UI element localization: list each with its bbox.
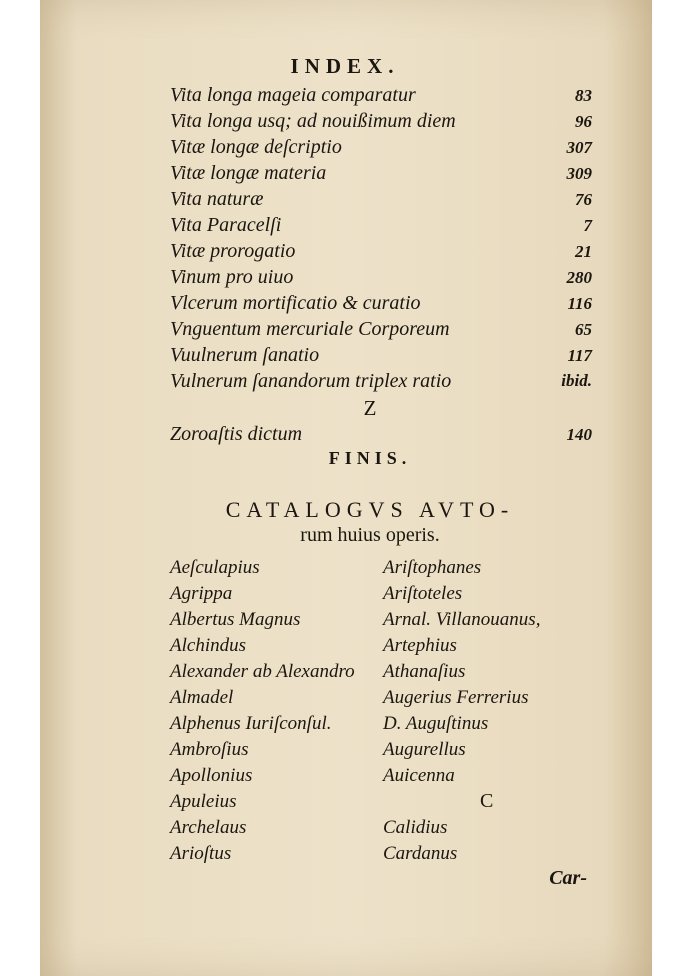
index-entry: Zoroaſtis dictum [170, 423, 303, 445]
index-page-number: 76 [575, 190, 592, 209]
page-header: INDEX. [290, 54, 400, 78]
author-name: Ariſtoteles [383, 583, 463, 604]
section-letter: Z [363, 396, 377, 420]
index-entry: Vuulnerum ſanatio [170, 344, 320, 366]
index-page-number: 21 [575, 242, 592, 261]
index-entry: Vitæ longæ materia [170, 162, 327, 184]
index-entry: Vinum pro uiuo [170, 266, 294, 288]
author-name: Ariſtophanes [383, 557, 482, 578]
index-entry: Vita longa mageia comparatur [170, 84, 416, 106]
author-name: Ambroſius [170, 739, 249, 760]
author-name: Augurellus [383, 739, 466, 760]
author-name: Cardanus [383, 843, 458, 864]
index-page-number: 116 [567, 294, 592, 313]
index-entry: Vitæ prorogatio [170, 240, 296, 262]
index-entry: Vita naturæ [170, 188, 264, 210]
index-page-number: 280 [566, 268, 592, 287]
index-page-number: 307 [566, 138, 592, 157]
author-name: Alphenus Iuriſconſul. [170, 713, 332, 734]
catalog-title: CATALOGVS AVTO- [225, 497, 515, 522]
index-entry: Vnguentum mercuriale Corporeum [170, 318, 450, 340]
finis-heading: FINIS. [328, 448, 412, 468]
author-name: Alchindus [170, 635, 246, 656]
index-page-number: 117 [567, 346, 592, 365]
index-entry: Vitæ longæ deſcriptio [170, 136, 342, 158]
author-name: Artephius [383, 635, 457, 656]
author-name: Auicenna [383, 765, 455, 786]
author-name: Almadel [170, 687, 234, 708]
index-page-number: 96 [575, 112, 592, 131]
index-page-number: 309 [566, 164, 592, 183]
author-name: Alexander ab Alexandro [170, 661, 355, 682]
author-name: Aeſculapius [170, 557, 260, 578]
author-name: Calidius [383, 817, 448, 838]
index-entry: Vulnerum ſanandorum triplex ratio [170, 370, 452, 392]
author-name: Archelaus [170, 817, 247, 838]
index-page-number: 83 [575, 86, 592, 105]
catchword: Car- [549, 867, 587, 889]
catalog-subtitle: rum huius operis. [300, 524, 440, 546]
author-name: Arioſtus [170, 843, 232, 864]
index-page-number: 7 [583, 216, 592, 235]
author-name: Arnal. Villanouanus, [383, 609, 541, 630]
author-name: Albertus Magnus [170, 609, 301, 630]
author-name: Apollonius [170, 765, 253, 786]
section-letter: C [480, 790, 494, 812]
author-name: Athanaſius [383, 661, 466, 682]
index-entry: Vita longa usq; ad nouißimum diem [170, 110, 456, 132]
index-entry: Vita Paracelſi [170, 214, 282, 236]
author-name: D. Auguſtinus [383, 713, 489, 734]
index-page-number: 65 [575, 320, 592, 339]
index-page-number: 140 [566, 425, 592, 444]
index-entry: Vlcerum mortificatio & curatio [170, 292, 421, 314]
author-name: Augerius Ferrerius [383, 687, 529, 708]
author-name: Apuleius [170, 791, 237, 812]
author-name: Agrippa [170, 583, 233, 604]
index-page-number: ibid. [561, 371, 592, 390]
